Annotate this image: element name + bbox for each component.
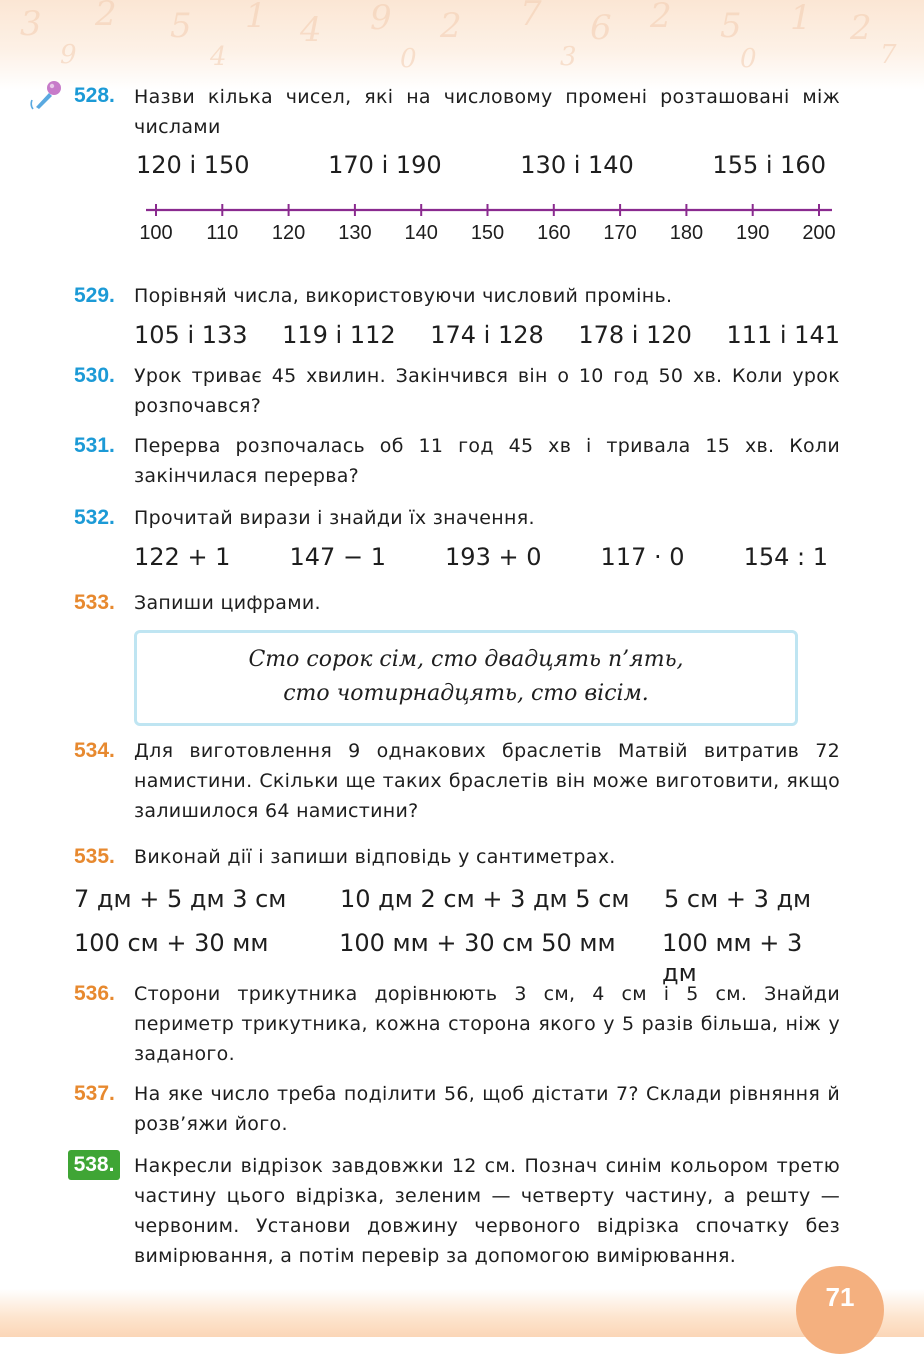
number-pair: 130 і 140 <box>520 151 634 179</box>
exercise-536-text: Сторони трикутника дорівнюють 3 см, 4 см і 5 см. Знайди периметр трикутника, кожна сторона якого у 5 разів більша, ніж у заданого. <box>134 983 840 1065</box>
ray-label: 160 <box>537 222 571 244</box>
exercise-531-text: Перерва розпочалась об 11 год 45 хв і тривала 15 хв. Коли закінчилася перерва? <box>134 435 840 487</box>
measure-expression: 100 мм + 30 см 50 мм <box>339 929 616 957</box>
exercise-532-expressions <box>134 542 828 572</box>
expression: 193 + 0 <box>445 543 542 571</box>
exercise-537-text: На яке число треба поділити 56, щоб дістати 7? Склади рівняння й розв’яжи його. <box>134 1083 840 1135</box>
exercise-528-pairs <box>136 150 826 180</box>
comparison-item: 174 і 128 <box>430 321 544 349</box>
exercise-532-number: 532. <box>74 506 115 529</box>
exercise-528-number: 528. <box>74 84 115 107</box>
exercise-535-row-1 <box>74 884 844 914</box>
number-pair: 120 і 150 <box>136 151 250 179</box>
number-pair: 155 і 160 <box>712 151 826 179</box>
expression: 117 · 0 <box>600 543 685 571</box>
exercise-534-number: 534. <box>74 739 115 762</box>
exercise-538-text: Накресли відрізок завдовжки 12 см. Познач синім кольором третю частину цього відрізка, зеленим — четверту частину, а решту — червоним. Установи довжину червоного відрізка спочатку без вимірювання, а потім перевір за допомогою вимірювання. <box>134 1155 840 1267</box>
expression: 154 : 1 <box>743 543 828 571</box>
comparison-item: 119 і 112 <box>282 321 396 349</box>
exercise-538-number: 538. <box>68 1150 120 1180</box>
ray-label: 110 <box>206 222 239 244</box>
microphone-icon <box>30 78 64 112</box>
measure-expression: 7 дм + 5 дм 3 см <box>74 885 287 913</box>
exercise-530-number: 530. <box>74 364 115 387</box>
ray-label: 100 <box>139 222 173 244</box>
number-pair: 170 і 190 <box>328 151 442 179</box>
measure-expression: 100 см + 30 мм <box>74 929 269 957</box>
ray-label: 130 <box>338 222 372 244</box>
exercise-536-number: 536. <box>74 982 115 1005</box>
expression: 122 + 1 <box>134 543 231 571</box>
exercise-531-number: 531. <box>74 434 115 457</box>
exercise-534-text: Для виготовлення 9 однакових браслетів Матвій витратив 72 намистини. Скільки ще таких браслетів він може виготовити, якщо залишилося 64 намистини? <box>134 740 840 822</box>
exercise-533-number: 533. <box>74 591 115 614</box>
measure-expression: 10 дм 2 см + 3 дм 5 см <box>340 885 630 913</box>
exercise-529-text: Порівняй числа, використовуючи числовий промінь. <box>134 285 673 307</box>
comparison-item: 178 і 120 <box>578 321 692 349</box>
box-line-1: Сто сорок сім, сто двадцять п’ять, <box>248 647 684 672</box>
ray-label: 190 <box>736 222 770 244</box>
exercise-530-text: Урок триває 45 хвилин. Закінчився він о 10 год 50 хв. Коли урок розпочався? <box>134 365 840 417</box>
ray-label: 180 <box>669 222 704 244</box>
ray-label: 120 <box>271 222 306 244</box>
measure-expression: 100 мм + 3 дм <box>662 929 803 987</box>
ray-label: 170 <box>603 222 637 244</box>
exercise-532-text: Прочитай вирази і знайди їх значення. <box>134 507 535 529</box>
exercise-537-number: 537. <box>74 1082 115 1105</box>
exercise-535-text: Виконай дії і запиши відповідь у сантиметрах. <box>134 846 616 868</box>
exercise-529-items <box>134 320 840 350</box>
ray-label: 150 <box>470 222 505 244</box>
exercise-535-number: 535. <box>74 845 115 868</box>
comparison-item: 111 і 141 <box>726 321 840 349</box>
ray-label: 140 <box>404 222 438 244</box>
number-ray <box>130 196 850 252</box>
exercise-533-text: Запиши цифрами. <box>134 592 321 614</box>
box-line-2: сто чотирнадцять, сто вісім. <box>283 681 649 706</box>
exercise-529-number: 529. <box>74 284 115 307</box>
expression: 147 − 1 <box>289 543 386 571</box>
ray-label: 200 <box>802 222 836 244</box>
exercise-528-text: Назви кілька чисел, які на числовому промені розташовані між числами <box>134 86 840 138</box>
measure-expression: 5 см + 3 дм <box>664 885 812 913</box>
bottom-decorative-band <box>0 1289 924 1337</box>
page-number: 71 <box>825 1282 855 1312</box>
decorative-digits-band: 3 2 5 1 4 9 2 7 6 2 5 1 2 9 4 0 3 0 7 <box>0 0 924 90</box>
comparison-item: 105 і 133 <box>134 321 248 349</box>
